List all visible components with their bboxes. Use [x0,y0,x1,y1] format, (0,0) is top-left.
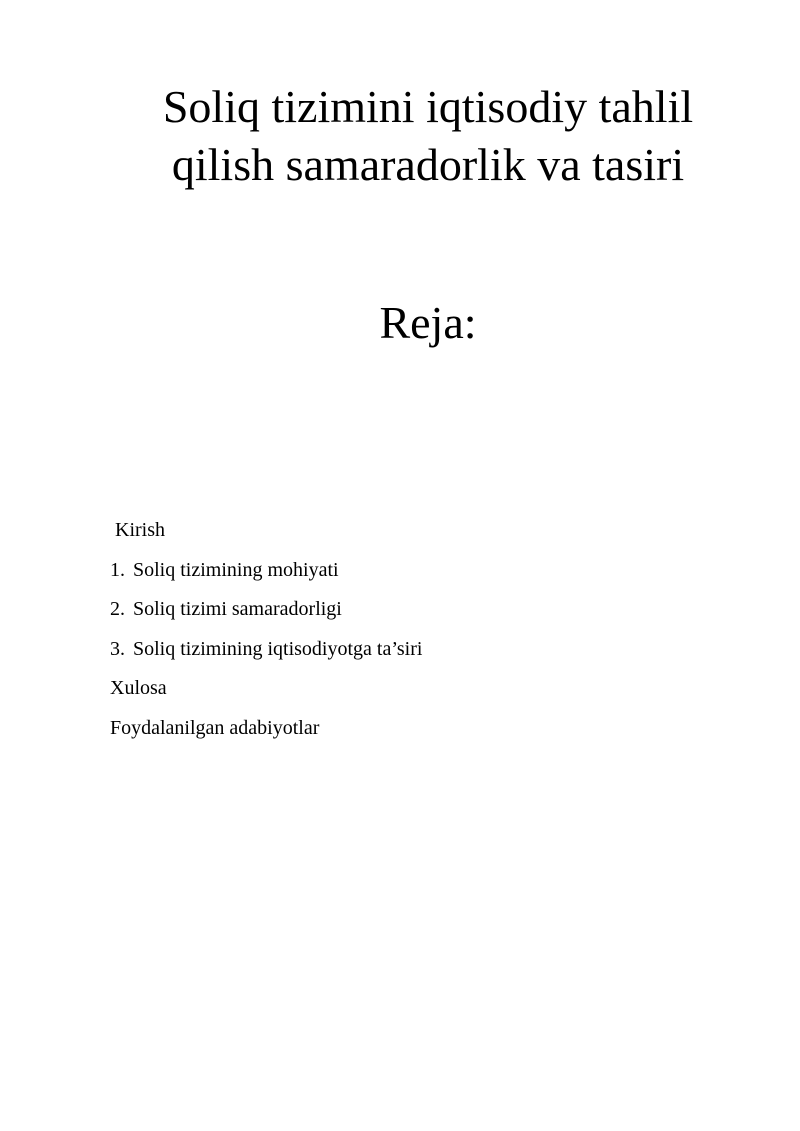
plan-item-number: 2. [110,598,125,620]
plan-item-number: 1. [110,558,125,581]
plan-list [110,517,422,754]
plan-item-3 [110,636,422,662]
plan-item-2 [110,596,422,622]
title-line-2: qilish samaradorlik va tasiri [171,139,685,190]
plan-item-label: Xulosa [110,677,167,699]
plan-heading: Reja: [379,297,477,348]
plan-item-conclusion [110,675,422,701]
plan-item-label: Soliq tizimi samaradorligi [133,598,342,620]
plan-item-intro [110,517,422,543]
plan-item-label: Soliq tizimining mohiyati [133,558,339,581]
plan-item-1 [110,557,422,583]
plan-item-label: Foydalanilgan adabiyotlar [110,716,320,739]
title-line-1: Soliq tizimini iqtisodiy tahlil [162,81,694,132]
plan-item-number: 3. [110,637,125,660]
document-title [130,78,726,194]
plan-item-references [110,715,422,741]
plan-item-label: Kirish [115,519,165,541]
plan-item-label: Soliq tizimining iqtisodiyotga ta’siri [133,637,423,660]
